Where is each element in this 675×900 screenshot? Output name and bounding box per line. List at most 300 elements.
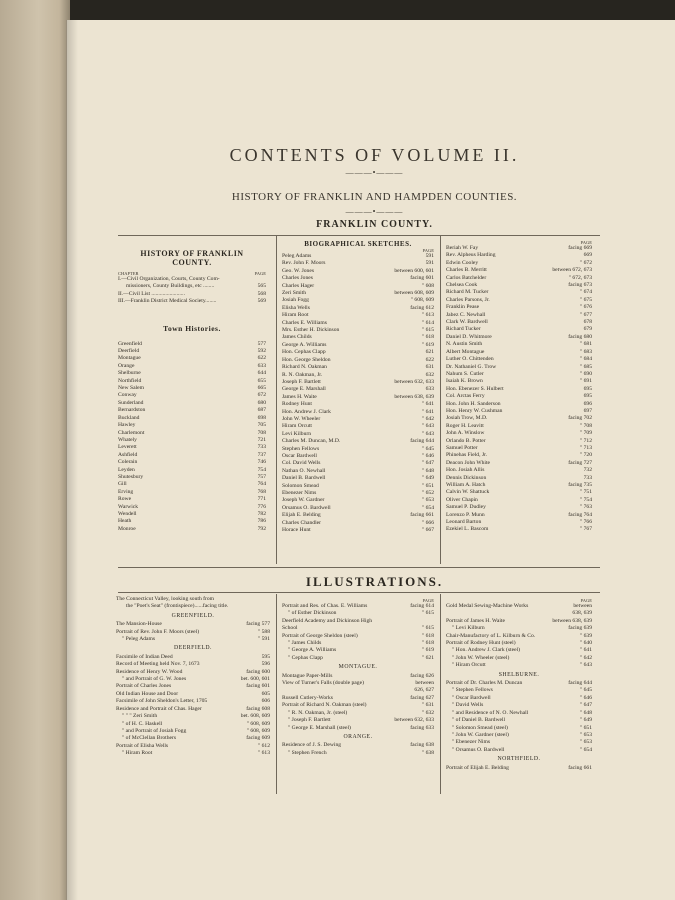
bio-row — [446, 349, 592, 356]
entry-name: Charles Parsons, Jr. — [446, 296, 490, 303]
entry-name: James H. Waite — [282, 393, 317, 400]
illus-row — [282, 603, 434, 610]
entry-page: 592 — [257, 348, 266, 355]
illus-row — [116, 669, 270, 676]
entry-page: " 615 — [421, 610, 434, 617]
entry-name: Leverett — [118, 444, 137, 451]
entry-page: 732 — [583, 467, 592, 474]
page-title: CONTENTS OF VOLUME II. — [229, 145, 520, 165]
illus-subheading: NORTHFIELD. — [497, 756, 541, 763]
entry-page: " 613 — [257, 750, 270, 757]
entry-name: N. Austin Smith — [446, 341, 483, 348]
bio-row — [282, 512, 434, 519]
illus-row — [282, 610, 434, 617]
entry-page: facing 661 — [410, 512, 434, 519]
entry-name: Rodney Hunt — [282, 401, 312, 408]
entry-page: " 766 — [579, 519, 592, 526]
entry-page: 665 — [257, 385, 266, 392]
illus-section-1 — [116, 596, 270, 758]
page-label: PAGE — [254, 271, 266, 276]
entry-name: " James Childs — [288, 640, 322, 647]
entry-name: Hon. George Sheldon — [282, 356, 331, 363]
bio-row — [446, 467, 592, 474]
entry-name: Colerain — [118, 459, 138, 466]
entry-page: 622 — [257, 355, 266, 362]
bio-row — [282, 334, 434, 341]
entry-page: " 666 — [421, 519, 434, 526]
entry-page: 632 — [425, 371, 434, 378]
bio-row — [282, 416, 434, 423]
entry-page: 737 — [257, 451, 266, 458]
entry-name: III.—Franklin District Medical Society........ — [118, 298, 217, 305]
entry-name: Portrait of Dr. Charles M. Duncan — [446, 680, 523, 687]
title-ornament: ———•——— — [345, 168, 404, 177]
entry-page: facing 764 — [568, 511, 592, 518]
entry-name: Portrait of George Sheldon (steel) — [282, 632, 358, 639]
entry-page: " 690 — [579, 370, 592, 377]
entry-page: " 608, 609 — [246, 720, 270, 727]
bio-section-1 — [282, 240, 434, 534]
illus-row — [446, 687, 592, 694]
entry-page: " 667 — [421, 527, 434, 534]
entry-page: 680 — [257, 399, 266, 406]
bio-row — [282, 290, 434, 297]
bio-row — [446, 526, 592, 533]
entry-name: Record of Meeting held Nov. 7, 1673 — [116, 661, 200, 668]
illus-row — [446, 633, 592, 640]
bio-row — [282, 520, 434, 527]
illus-row — [282, 640, 434, 647]
entry-name: " John W. Wheeler (steel) — [452, 654, 510, 661]
illus-row — [446, 710, 592, 717]
entry-page: 596 — [261, 661, 270, 668]
entry-name: John A. Winslow — [446, 430, 485, 437]
bio-row — [282, 372, 434, 379]
illus-list-2 — [282, 603, 434, 757]
illus-row — [116, 621, 270, 628]
entry-name: Ashfield — [118, 451, 138, 458]
entry-page: 733 — [257, 444, 266, 451]
entry-name: Nahum S. Cutler — [446, 370, 484, 377]
bio-row — [446, 356, 592, 363]
illus-subheading: GREENFIELD. — [171, 612, 215, 619]
bio-row — [446, 519, 592, 526]
entry-page: 655 — [257, 377, 266, 384]
entry-page: " 608 — [421, 282, 434, 289]
illus-subheading: MONTAGUE. — [338, 664, 378, 671]
entry-name: James Childs — [282, 334, 312, 341]
entry-page: " 712 — [579, 437, 592, 444]
entry-page: 733 — [583, 474, 592, 481]
entry-page: " 647 — [579, 702, 592, 709]
town-row — [118, 496, 266, 503]
bio-row — [282, 305, 434, 312]
entry-page: " 767 — [579, 526, 592, 533]
town-row — [118, 378, 266, 385]
entry-name: Charles Chandler — [282, 519, 321, 526]
entry-page: 565 — [257, 283, 266, 290]
entry-page: facing 614 — [410, 603, 434, 609]
entry-name: Ebenezer Nims — [282, 490, 317, 496]
entry-page: " 614 — [421, 319, 434, 326]
entry-page: " 763 — [579, 504, 592, 511]
entry-name: Orsamus O. Bardwell — [282, 504, 331, 511]
bio-row — [282, 475, 434, 482]
illus-divider-2 — [440, 594, 441, 794]
bio-row — [446, 312, 592, 319]
entry-name: Portrait of Rodney Hunt (steel) — [446, 640, 516, 647]
entry-page: facing 601 — [410, 275, 434, 282]
entry-page: facing 702 — [568, 415, 592, 422]
town-row — [118, 370, 266, 377]
entry-name: " Hiram Orcutt — [452, 662, 486, 669]
entry-name: Charlemont — [118, 429, 145, 436]
entry-name: Daniel D. Whitmore — [446, 333, 492, 340]
entry-page: " 685 — [579, 363, 592, 370]
entry-page: " 649 — [421, 475, 434, 482]
town-row — [118, 474, 266, 481]
bio-row — [446, 319, 592, 326]
town-row — [118, 392, 266, 399]
bio-row — [282, 446, 434, 453]
entry-name: Heath — [118, 518, 132, 525]
illus-subheading: DEERFIELD. — [173, 645, 212, 652]
entry-page: " 653 — [421, 497, 434, 504]
adjacent-book-edge — [0, 0, 70, 900]
entry-name: Charles Hager — [282, 282, 315, 289]
illus-row — [116, 750, 270, 757]
town-row — [118, 452, 266, 459]
entry-name: Elisha Wells — [282, 304, 310, 311]
entry-name: View of Turner's Falls (double page) — [282, 680, 364, 687]
illus-row — [282, 695, 434, 702]
entry-name: Wendell — [118, 510, 137, 517]
illus-row — [282, 710, 434, 717]
entry-page: " 618 — [421, 334, 434, 341]
bio-row — [446, 512, 592, 519]
bio-row — [282, 283, 434, 290]
entry-page: 638, 639 — [572, 610, 592, 617]
entry-name: Rowe — [118, 496, 132, 503]
entry-name: Greenfield — [118, 340, 142, 347]
bio-row — [282, 527, 434, 534]
entry-name: Montague Paper-Mills — [282, 672, 333, 679]
entry-name: Gill — [118, 481, 127, 488]
entry-page: " 618 — [421, 640, 434, 647]
bio-row — [282, 460, 434, 467]
entry-page: facing 639 — [568, 625, 592, 632]
chapter-row — [118, 283, 266, 290]
entry-page: 746 — [257, 459, 266, 466]
entry-name: Isaiah K. Brown — [446, 378, 483, 385]
entry-name: Col. Arctas Ferry — [446, 393, 485, 400]
entry-page: " 648 — [579, 709, 592, 716]
entry-page: 697 — [583, 407, 592, 414]
entry-page: 672 — [257, 392, 266, 399]
bio-row — [446, 401, 592, 408]
illus-row — [446, 739, 592, 746]
entry-page: 591 — [425, 260, 434, 267]
bio-page-label: PAGE — [422, 248, 434, 253]
entry-name: I.—Civil Organization, Courts, County Com- — [118, 276, 220, 282]
entry-name: Hon. Josiah Allis — [446, 467, 485, 474]
top-rule — [118, 235, 600, 236]
bio-row — [446, 386, 592, 393]
entry-name: Josiah Trow, M.D. — [446, 415, 488, 422]
entry-name: Daniel B. Bardwell — [282, 475, 326, 482]
illus-row — [116, 629, 270, 636]
entry-name: " of Daniel B. Bardwell — [452, 717, 506, 724]
illus-row — [282, 717, 434, 724]
bio-row — [282, 342, 434, 349]
town-row — [118, 518, 266, 525]
illus-row — [116, 698, 270, 705]
entry-name: " George A. Williams — [288, 647, 337, 654]
town-row — [118, 437, 266, 444]
illus-row — [282, 655, 434, 662]
illus-row — [116, 735, 270, 742]
entry-page: facing 735 — [568, 482, 592, 488]
entry-name: II.—Civil List ........................ — [118, 290, 185, 297]
entry-page: 695 — [583, 393, 592, 400]
entry-page: " 608, 609 — [246, 727, 270, 734]
entry-page: 633 — [425, 386, 434, 393]
bio-row — [446, 364, 592, 371]
entry-name: Calvin W. Shattuck — [446, 489, 490, 496]
entry-name: Dennis Dickinson — [446, 474, 487, 481]
entry-page: facing 644 — [410, 438, 434, 445]
entry-page: " 691 — [579, 378, 592, 385]
illus-list-1 — [116, 613, 270, 758]
bio-row — [282, 490, 434, 497]
entry-name: Shutesbury — [118, 473, 144, 480]
town-row — [118, 422, 266, 429]
town-row — [118, 430, 266, 437]
illus-subheading: SHELBURNE. — [498, 671, 540, 678]
frontispiece-line2: the "Poet's Seat" (frontispiece)......facing title. — [126, 603, 229, 610]
illus-section-2 — [282, 598, 434, 757]
entry-name: Hon. Henry W. Cushman — [446, 407, 503, 414]
entry-page: 757 — [257, 473, 266, 480]
entry-name: Oscar Bardwell — [282, 452, 317, 459]
entry-page: " 681 — [579, 341, 592, 348]
entry-name: Old Indian House and Door — [116, 690, 179, 697]
background-top — [0, 0, 675, 22]
bio-row — [446, 489, 592, 496]
entry-page: " 651 — [579, 724, 592, 731]
entry-page: facing 612 — [410, 304, 434, 311]
entry-name: missioners, County Buildings, etc ........ — [126, 283, 215, 290]
entry-page: " 643 — [579, 662, 592, 669]
illus-subheading: ORANGE. — [343, 733, 373, 740]
entry-page: " 631 — [421, 702, 434, 709]
entry-page: " 672 — [579, 259, 592, 266]
entry-name: Montague — [118, 355, 141, 362]
bio-row — [282, 327, 434, 334]
entry-name: Richard N. Oakman — [282, 364, 327, 371]
entry-page: " 645 — [579, 687, 592, 694]
town-row — [118, 444, 266, 451]
town-row — [118, 467, 266, 474]
bio-row — [446, 289, 592, 296]
entry-name: Hiram Root — [282, 312, 309, 319]
entry-page: 569 — [257, 298, 266, 305]
entry-name: Russell Cutlery-Works — [282, 694, 333, 701]
entry-page: " 642 — [421, 415, 434, 422]
illus-row — [116, 721, 270, 728]
illus-section-3 — [446, 598, 592, 772]
entry-name: " Orsamus O. Bardwell — [452, 746, 505, 753]
illus-row — [282, 725, 434, 732]
bio-row — [446, 371, 592, 378]
entry-page: 696 — [583, 400, 592, 407]
entry-name: Bernardston — [118, 407, 146, 414]
bio-row — [282, 497, 434, 504]
entry-name: Whately — [118, 436, 137, 443]
bio-row — [446, 334, 592, 341]
entry-page: " 641 — [579, 647, 592, 654]
entry-name: Lorenzo P. Munn — [446, 511, 485, 518]
entry-name: Residence of J. S. Dewing — [282, 742, 342, 749]
entry-name: Rev. Alpheus Harding — [446, 252, 496, 259]
illus-row — [446, 625, 592, 632]
entry-name: Monroe — [118, 525, 136, 532]
entry-name: Samuel P. Dudley — [446, 504, 486, 511]
entry-name: Hon. Ebenezer S. Hulbert — [446, 385, 504, 392]
entry-name: Residence of Henry W. Wood — [116, 668, 183, 675]
entry-name: Sunderland — [118, 399, 144, 406]
entry-page: facing 601 — [246, 683, 270, 690]
entry-page: 721 — [257, 436, 266, 443]
entry-page: between 638, 639 — [394, 393, 434, 400]
entry-name: Leonard Barton — [446, 519, 482, 526]
entry-name: Mrs. Esther H. Dickinson — [282, 327, 340, 334]
entry-page: " 649 — [579, 717, 592, 724]
entry-name — [282, 687, 414, 694]
entry-page: " 641 — [421, 401, 434, 408]
entry-name: Dr. Nathaniel G. Trow — [446, 363, 497, 370]
illus-row — [116, 743, 270, 750]
entry-name — [446, 610, 572, 617]
bio-row — [446, 304, 592, 311]
entry-name: George E. Marshall — [282, 386, 326, 393]
entry-page: " 653 — [579, 739, 592, 746]
entry-page: " 615 — [421, 625, 434, 632]
entry-name: Joseph W. Gardner — [282, 497, 325, 504]
town-row — [118, 400, 266, 407]
bio-row — [446, 260, 592, 267]
entry-page: " 672, 673 — [568, 274, 592, 281]
entry-name: Samuel Potter — [446, 444, 478, 451]
illus-row — [446, 732, 592, 739]
entry-name: Chelsea Cook — [446, 282, 478, 289]
town-row — [118, 511, 266, 518]
entry-name: " of Esther Dickinson — [288, 610, 337, 617]
entry-name: " and Portrait of Josiah Fogg — [122, 727, 187, 734]
entry-page: between — [415, 680, 434, 687]
entry-page: 678 — [583, 319, 592, 326]
entry-page: " 621 — [421, 654, 434, 661]
bio-row — [446, 326, 592, 333]
entry-page: " 619 — [421, 341, 434, 348]
town-row — [118, 489, 266, 496]
illus-row — [446, 725, 592, 732]
entry-name: Jabez C. Newhall — [446, 311, 486, 318]
entry-page: facing 661 — [568, 764, 592, 771]
chapter-row — [118, 276, 266, 283]
entry-page: " 612 — [257, 742, 270, 749]
entry-page: between 632, 633 — [394, 717, 434, 724]
entry-page: " 683 — [579, 348, 592, 355]
entry-page: facing 600 — [246, 668, 270, 675]
entry-page: " 652 — [421, 490, 434, 496]
illus-row — [282, 625, 434, 632]
entry-name: Leyden — [118, 466, 135, 473]
entry-name: Oliver Chapin — [446, 496, 478, 503]
entry-page: " 674 — [579, 289, 592, 296]
entry-name: Warwick — [118, 503, 139, 510]
bio-section-2 — [446, 240, 592, 534]
entry-name: William A. Hatch — [446, 482, 486, 488]
entry-name: Facsimile of Indian Deed — [116, 653, 173, 660]
bio-row — [282, 320, 434, 327]
entry-name: " Hiram Root — [122, 750, 153, 757]
entry-name: " R. N. Oakman, Jr. (steel) — [288, 709, 348, 716]
entry-name: Albert Montague — [446, 348, 485, 355]
entry-name: Elijah E. Belding — [282, 512, 321, 519]
town-row — [118, 407, 266, 414]
entry-name: Franklin Pease — [446, 304, 480, 311]
town-row — [118, 481, 266, 488]
entry-page: 605 — [261, 690, 270, 697]
bio-row — [446, 297, 592, 304]
entry-name: Buckland — [118, 414, 140, 421]
entry-page: 633 — [257, 362, 266, 369]
entry-page: " 713 — [579, 444, 592, 451]
entry-name: Edwin Cooley — [446, 259, 479, 266]
town-row — [118, 415, 266, 422]
entry-name: Erving — [118, 488, 134, 495]
entry-name: Charles Jones — [282, 275, 313, 282]
entry-name: New Salem — [118, 385, 144, 392]
bio-row — [282, 483, 434, 490]
entry-name: Portrait of Charles Jones — [116, 683, 172, 690]
entry-page: " 646 — [579, 694, 592, 701]
entry-page: 754 — [257, 466, 266, 473]
entry-name: " Joseph F. Bartlett — [288, 717, 331, 724]
entry-page: " 651 — [421, 482, 434, 489]
entry-name: George A. Williams — [282, 341, 327, 348]
entry-page: facing 680 — [568, 333, 592, 340]
history-heading-line1: HISTORY OF FRANKLIN — [140, 249, 244, 258]
entry-name: " Peleg Adams — [122, 636, 156, 643]
entry-name: " Levi Kilburn — [452, 625, 485, 632]
entry-page: " 638 — [421, 749, 434, 756]
county-heading: FRANKLIN COUNTY. — [316, 219, 433, 230]
entry-name: Portrait and Res. of Chas. E. Williams — [282, 603, 368, 609]
illus-row — [446, 765, 592, 772]
entry-page: 679 — [583, 326, 592, 333]
bio-row — [446, 452, 592, 459]
column-divider-2 — [440, 236, 441, 564]
entry-name: " John W. Gardner (steel) — [452, 731, 509, 738]
subtitle-ornament: ———•——— — [345, 207, 404, 216]
entry-name: " Cephas Clapp — [288, 654, 323, 661]
entry-page: between 632, 633 — [394, 378, 434, 385]
illus-row — [116, 691, 270, 698]
entry-name: Deacon John White — [446, 459, 491, 466]
entry-page: " 684 — [579, 356, 592, 363]
